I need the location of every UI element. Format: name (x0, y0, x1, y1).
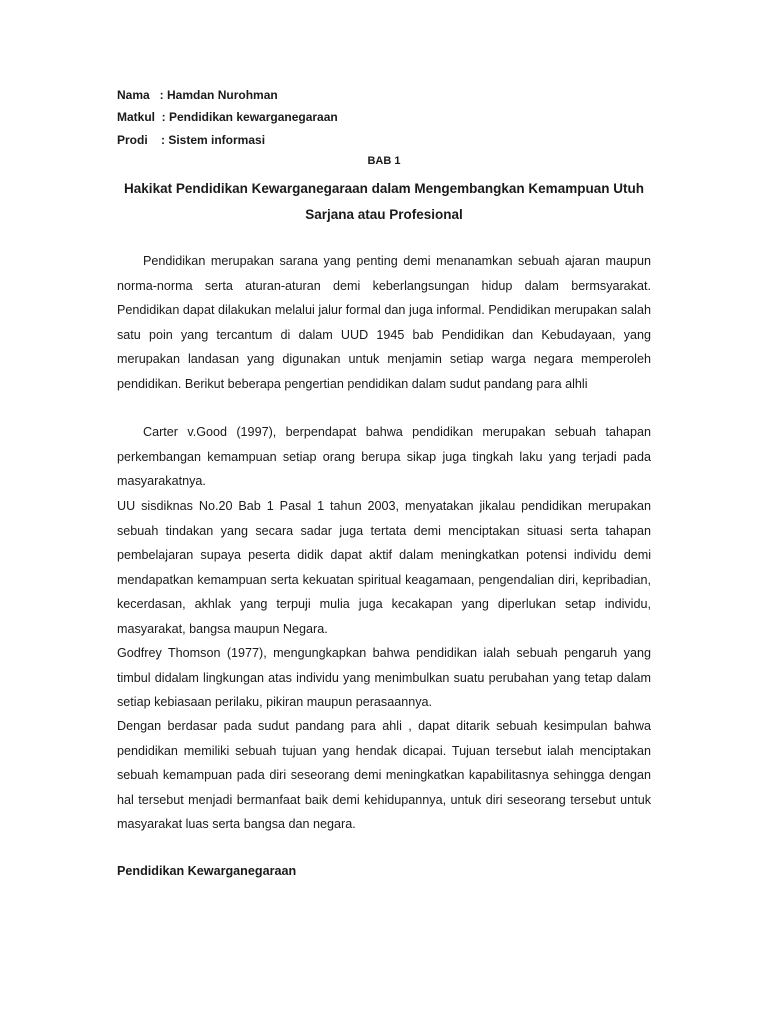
intro-paragraph: Pendidikan merupakan sarana yang penting demi menanamkan sebuah ajaran maupun norma-norma serta aturan-aturan demi keberlangsungan hidup dalam bermsyarakat. Pendidikan dapat dilakukan melalui jalur formal dan juga informal. Pendidikan merupakan salah satu poin yang tercantum di dalam UUD 1945 bab Pendidikan dan Kebudayaan, yang merupakan landasan yang digunakan untuk menjamin setiap warga negara memperoleh pendidikan. Berikut beberapa pengertian pendidikan dalam sudut pandang para alhli (117, 254, 651, 391)
godfrey-thomson-paragraph: Godfrey Thomson (1977), mengungkapkan bahwa pendidikan ialah sebuah pengaruh yang timbul didalam lingkungan atas individu yang menimbulkan suatu perubahan yang tetap dalam setiap kebiasaan perilaku, pikiran maupun perasaannya. (117, 646, 651, 709)
section-heading: Pendidikan Kewarganegaraan (117, 864, 297, 878)
program-line: Prodi : Sistem informasi (117, 133, 266, 147)
uu-sisdiknas-paragraph: UU sisdiknas No.20 Bab 1 Pasal 1 tahun 2003, menyatakan jikalau pendidikan merupakan sebuah tindakan yang secara sadar juga tertata demi menciptakan situasi serta tahapan pembelajaran supaya peserta didik dapat aktif dalam meningkatkan potensi individu demi mendapatkan kemampuan serta kekuatan spiritual keagamaan, pengendalian diri, kepribadian, kecerdasan, akhlak yang terpuji mulia juga kecakapan yang diperlukan setap individu, masyarakat, bangsa maupun Negara. (117, 499, 651, 636)
conclusion-paragraph: Dengan berdasar pada sudut pandang para ahli , dapat ditarik sebuah kesimpulan bahwa pendidikan memiliki sebuah tujuan yang hendak dicapai. Tujuan tersebut ialah menciptakan sebuah kemampuan pada diri seseorang demi meningkatkan kapabilitasnya sehingga dengan hal tersebut menjadi bermanfaat baik demi kehidupannya, untuk diri seseorang tersebut untuk masyarakat luas serta bangsa dan negara. (117, 719, 651, 831)
chapter-title: Hakikat Pendidikan Kewarganegaraan dalam Mengembangkan Kemampuan Utuh Sarjana atau Profesional (124, 181, 644, 222)
chapter-label: BAB 1 (367, 155, 401, 167)
carter-good-paragraph: Carter v.Good (1997), berpendapat bahwa pendidikan merupakan sebuah tahapan perkembangan kemampuan setiap orang berupa sikap juga tingkah laku yang terjadi pada masyarakatnya. (117, 425, 651, 488)
student-name-line: Nama : Hamdan Nurohman (117, 88, 278, 102)
course-line: Matkul : Pendidikan kewarganegaraan (117, 110, 338, 124)
